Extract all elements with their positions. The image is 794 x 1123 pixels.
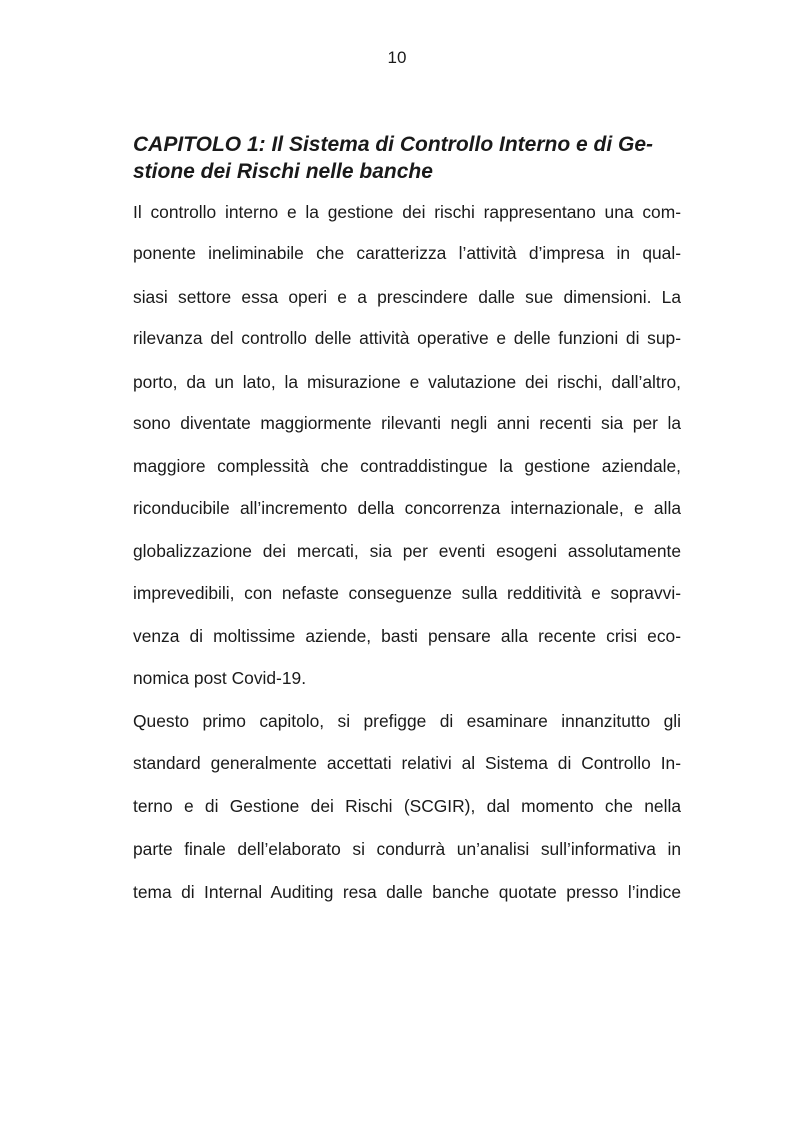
chapter-title-line-2: stione dei Rischi nelle banche	[133, 160, 433, 183]
text-line: standard generalmente accettati relativi al Sistema di Controllo In-	[133, 753, 681, 773]
text-line: tema di Internal Auditing resa dalle banche quotate presso l’indice	[133, 882, 681, 902]
text-line: Il controllo interno e la gestione dei rischi rappresentano una com-	[133, 202, 681, 222]
text-line: imprevedibili, con nefaste conseguenze sulla redditività e sopravvi-	[133, 583, 681, 603]
text-line: siasi settore essa operi e a prescindere dalle sue dimensioni. La	[133, 287, 681, 307]
text-line: porto, da un lato, la misurazione e valutazione dei rischi, dall’altro,	[133, 372, 681, 392]
page-number: 10	[387, 48, 407, 67]
chapter-title-line-1: CAPITOLO 1: Il Sistema di Controllo Interno e di Ge-	[133, 133, 653, 156]
text-line: maggiore complessità che contraddistingue la gestione aziendale,	[133, 456, 681, 476]
text-line: ponente ineliminabile che caratterizza l’attività d’impresa in qual-	[133, 243, 681, 263]
text-line: globalizzazione dei mercati, sia per eventi esogeni assolutamente	[133, 541, 681, 561]
text-line: riconducibile all’incremento della concorrenza internazionale, e alla	[133, 498, 681, 518]
text-line: venza di moltissime aziende, basti pensare alla recente crisi eco-	[133, 626, 681, 646]
text-line: terno e di Gestione dei Rischi (SCGIR), dal momento che nella	[133, 796, 681, 816]
text-line: nomica post Covid-19.	[133, 668, 307, 688]
text-line: sono diventate maggiormente rilevanti negli anni recenti sia per la	[133, 413, 681, 433]
text-line: rilevanza del controllo delle attività operative e delle funzioni di sup-	[133, 328, 681, 348]
chapter-title	[133, 131, 681, 185]
text-line: Questo primo capitolo, si prefigge di esaminare innanzitutto gli	[133, 711, 681, 731]
text-line: parte finale dell’elaborato si condurrà un’analisi sull’informativa in	[133, 839, 681, 859]
